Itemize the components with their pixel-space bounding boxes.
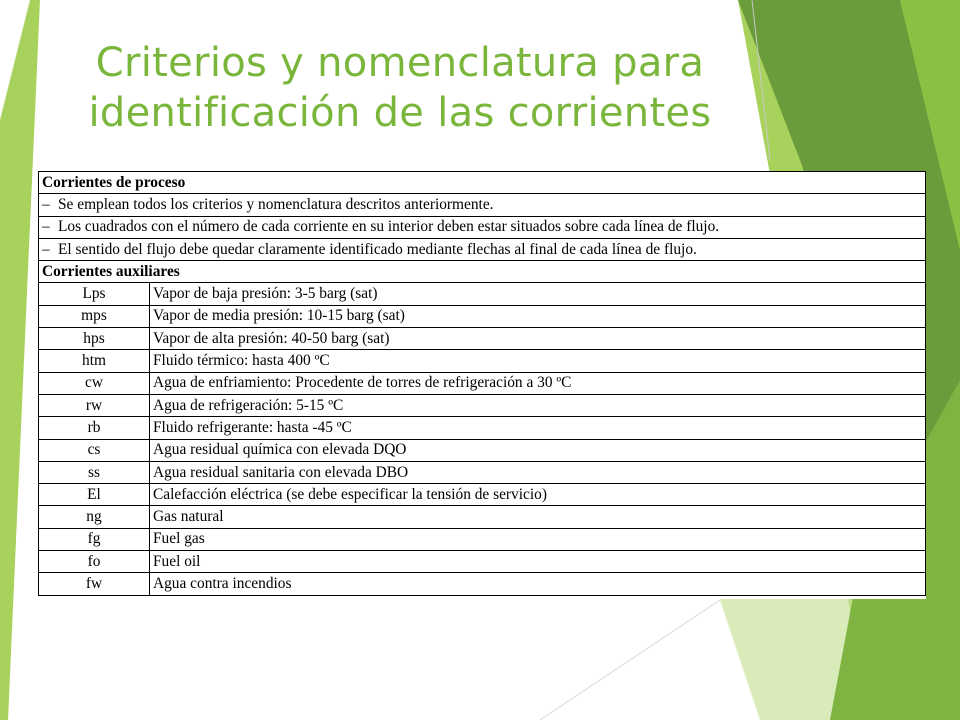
process-item (39, 216, 926, 238)
stream-description: Agua de enfriamiento: Procedente de torres de refrigeración a 30 ºC (150, 372, 926, 394)
streams-table (38, 171, 926, 596)
stream-code: fg (39, 528, 150, 550)
stream-code: htm (39, 350, 150, 372)
stream-description: Agua de refrigeración: 5-15 ºC (150, 394, 926, 416)
auxiliary-heading-row (39, 261, 926, 283)
auxiliary-row (39, 305, 926, 327)
process-item-row (39, 238, 926, 260)
stream-code: rb (39, 417, 150, 439)
stream-code: cw (39, 372, 150, 394)
stream-code: ng (39, 506, 150, 528)
auxiliary-row (39, 372, 926, 394)
stream-description: Agua contra incendios (150, 573, 926, 595)
stream-code: Lps (39, 283, 150, 305)
stream-code: mps (39, 305, 150, 327)
dash-bullet: – (42, 218, 50, 236)
process-item-text: Se emplean todos los criterios y nomenclatura descritos anteriormente. (58, 195, 494, 213)
dash-bullet: – (42, 195, 50, 213)
stream-description: Gas natural (150, 506, 926, 528)
stream-code: fw (39, 573, 150, 595)
stream-code: El (39, 484, 150, 506)
streams-table-container (38, 171, 926, 599)
process-item-text: El sentido del flujo debe quedar claramente identificado mediante flechas al final de cada línea de flujo. (58, 240, 697, 258)
slide-title-line-1: Criterios y nomenclatura para (95, 40, 705, 86)
facet-line (540, 600, 720, 720)
process-item-text: Los cuadrados con el número de cada corriente en su interior deben estar situados sobre cada línea de flujo. (58, 218, 720, 236)
stream-description: Fluido refrigerante: hasta -45 ºC (150, 417, 926, 439)
auxiliary-row (39, 350, 926, 372)
auxiliary-row (39, 394, 926, 416)
process-heading: Corrientes de proceso (39, 172, 926, 194)
stream-description: Vapor de baja presión: 3-5 barg (sat) (150, 283, 926, 305)
stream-code: hps (39, 328, 150, 350)
auxiliary-row (39, 551, 926, 573)
slide-title-line-2: identificación de las corrientes (88, 90, 712, 136)
stream-description: Fuel gas (150, 528, 926, 550)
stream-description: Agua residual química con elevada DQO (150, 439, 926, 461)
stream-description: Calefacción eléctrica (se debe especificar la tensión de servicio) (150, 484, 926, 506)
dash-bullet: – (42, 240, 50, 258)
stream-description: Agua residual sanitaria con elevada DBO (150, 461, 926, 483)
auxiliary-row (39, 484, 926, 506)
auxiliary-row (39, 439, 926, 461)
stream-description: Vapor de media presión: 10-15 barg (sat) (150, 305, 926, 327)
auxiliary-row (39, 328, 926, 350)
auxiliary-heading: Corrientes auxiliares (39, 261, 926, 283)
stream-description: Vapor de alta presión: 40-50 barg (sat) (150, 328, 926, 350)
stream-description: Fluido térmico: hasta 400 ºC (150, 350, 926, 372)
stream-code: rw (39, 394, 150, 416)
auxiliary-row (39, 528, 926, 550)
process-item (39, 194, 926, 216)
stream-code: fo (39, 551, 150, 573)
stream-code: ss (39, 461, 150, 483)
stream-description: Fuel oil (150, 551, 926, 573)
process-item (39, 238, 926, 260)
process-heading-row (39, 172, 926, 194)
auxiliary-row (39, 573, 926, 595)
slide-title (40, 38, 760, 138)
auxiliary-row (39, 506, 926, 528)
auxiliary-row (39, 283, 926, 305)
process-item-row (39, 216, 926, 238)
facet-strip (0, 0, 40, 720)
stream-code: cs (39, 439, 150, 461)
auxiliary-row (39, 417, 926, 439)
auxiliary-row (39, 461, 926, 483)
process-item-row (39, 194, 926, 216)
